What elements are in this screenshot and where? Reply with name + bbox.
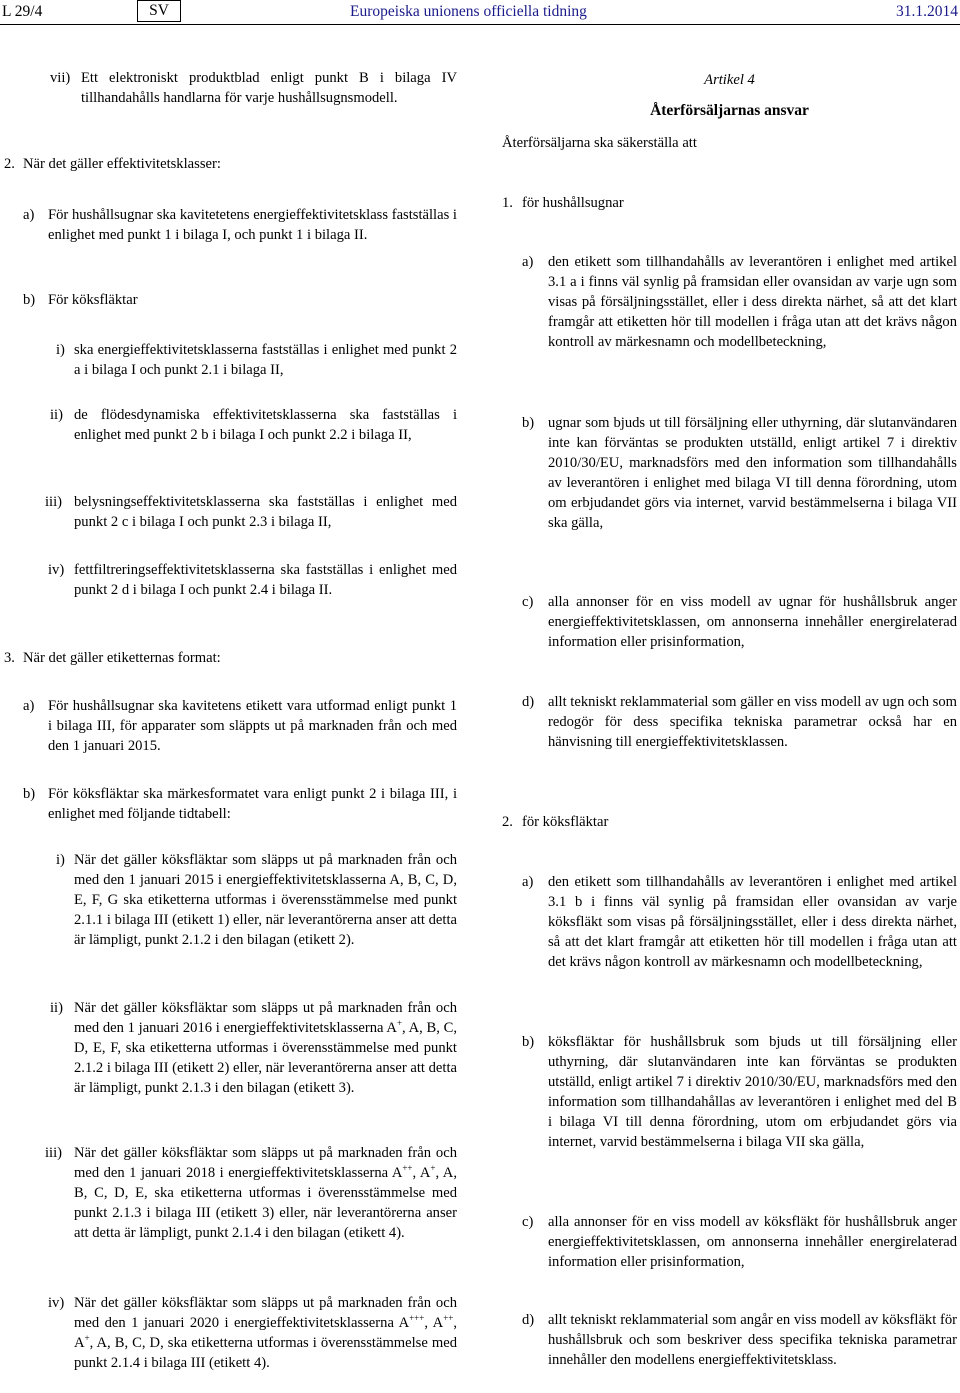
item-label: i) xyxy=(56,342,65,358)
item-2-heading: för köksfläktar xyxy=(522,814,609,830)
item-1a-text: den etikett som tillhandahålls av leverantören i enlighet med artikel 3.1 a i finns väl synlig på framsidan eller ovansidan av varje ugn som visas på försäljningsstället, eller i dess direkta närhet, så att det klart framgår att etiketten hör till modellen i fråga utan att det krävs någon kontroll av märkesnamn och modellbeteckning, xyxy=(548,254,957,350)
section-number: 2. xyxy=(502,814,513,830)
item-1c-text: alla annonser för en viss modell av ugnar för hushållsbruk anger energieffektivitetsklassen, om annonserna innehåller energirelaterad information eller prisinformation, xyxy=(548,594,957,650)
article-intro: Återförsäljarna ska säkerställa att xyxy=(502,135,697,151)
section-3b-text: För köksfläktar ska märkesformatet vara enligt punkt 2 i bilaga III, i enlighet med följande tidtabell: xyxy=(48,786,457,822)
item-label: vii) xyxy=(50,70,71,86)
section-3-heading: När det gäller etiketternas format: xyxy=(23,650,221,666)
item-2a-text: den etikett som tillhandahålls av leverantören i enlighet med artikel 3.1 b i finns väl synlig på framsidan eller ovansidan av varje köksfläkt som visas på försäljningsstället, eller i dess direkta närhet, så att det klart framgår att etiketten hör till modellen i fråga utan att det krävs någon kontroll av märkesnamn och modellbeteckning, xyxy=(548,874,957,970)
item-label: iii) xyxy=(45,494,63,510)
item-label: a) xyxy=(23,207,35,223)
section-3b-iv-text: När det gäller köksfläktar som släpps ut på marknaden från och med den 1 januari 2020 i energieffektivitetsklasserna A+++, A++, A+, A, B, C, D, ska etiketterna utformas i överensstämmelse med punkt 2.1.4 i bilaga III (etikett 4). xyxy=(74,1295,457,1371)
item-label: iii) xyxy=(45,1145,63,1161)
section-2b-iii-text: belysningseffektivitetsklasserna ska fastställas i enlighet med punkt 2 c i bilaga I och punkt 2.3 i bilaga II, xyxy=(74,494,457,530)
section-3b-iii-text: När det gäller köksfläktar som släpps ut på marknaden från och med den 1 januari 2018 i energieffektivitetsklasserna A++, A+, A, B, C, D, E, ska etiketterna utformas i överensstämmelse med punkt 2.1.3 i bilaga III (etikett 3) eller, när leverantörerna anser att detta är lämpligt, punkt 2.1.4 i den bilagan (etikett 4). xyxy=(74,1145,457,1241)
section-3b-i-text: När det gäller köksfläktar som släpps ut på marknaden från och med den 1 januari 2015 i energieffektivitetsklasserna A, B, C, D, E, F, G ska etiketterna utformas i överensstämmelse med punkt 2.1.1 i bilaga III (etikett 1) eller, när leverantörerna anser att detta är lämpligt, punkt 2.1.2 i den bilagan (etikett 2). xyxy=(74,852,457,948)
section-number: 1. xyxy=(502,195,513,211)
header-rule xyxy=(0,24,960,25)
article-title: Återförsäljarnas ansvar xyxy=(650,102,809,119)
item-label: a) xyxy=(522,254,534,270)
item-1-heading: för hushållsugnar xyxy=(522,195,624,211)
item-label: c) xyxy=(522,594,534,610)
article-number: Artikel 4 xyxy=(704,72,755,88)
item-label: b) xyxy=(23,786,36,802)
item-2c-text: alla annonser för en viss modell av köksfläkt för hushållsbruk anger energieffektivitetsklassen, om annonserna innehåller energirelaterad information eller prisinformation, xyxy=(548,1214,957,1270)
item-label: i) xyxy=(56,852,65,868)
section-2b-ii-text: de flödesdynamiska effektivitetsklasserna ska fastställas i enlighet med punkt 2 b i bilaga I och punkt 2.2 i bilaga II, xyxy=(74,407,457,443)
item-label: a) xyxy=(522,874,534,890)
section-2b-iv-text: fettfiltreringseffektivitetsklasserna ska fastställas i enlighet med punkt 2 d i bilaga I och punkt 2.4 i bilaga II. xyxy=(74,562,457,598)
section-3b-ii-text: När det gäller köksfläktar som släpps ut på marknaden från och med den 1 januari 2016 i energieffektivitetsklasserna A+, A, B, C, D, E, F, ska etiketterna utformas i överensstämmelse med punkt 2.1.2 i bilaga III (etikett 2) eller, när leverantörerna anser att detta är lämpligt, punkt 2.1.3 i den bilagan (etikett 3). xyxy=(74,1000,457,1096)
item-label: d) xyxy=(522,694,535,710)
paragraph-vii: Ett elektroniskt produktblad enligt punkt B i bilaga IV tillhandahålls handlarna för varje hushållsugnsmodell. xyxy=(81,70,457,106)
publication-date: 31.1.2014 xyxy=(896,3,958,20)
page-reference: L 29/4 xyxy=(2,3,43,20)
item-label: ii) xyxy=(50,407,63,423)
section-number: 3. xyxy=(4,650,15,666)
language-code: SV xyxy=(137,0,181,22)
item-label: iv) xyxy=(48,1295,65,1311)
item-label: b) xyxy=(23,292,36,308)
item-label: d) xyxy=(522,1312,535,1328)
item-label: c) xyxy=(522,1214,534,1230)
journal-title: Europeiska unionens officiella tidning xyxy=(350,3,587,20)
item-label: b) xyxy=(522,1034,535,1050)
item-label: iv) xyxy=(48,562,65,578)
item-label: b) xyxy=(522,415,535,431)
section-number: 2. xyxy=(4,156,15,172)
item-2b-text: köksfläktar för hushållsbruk som bjuds ut till försäljning eller uthyrning, där slutanvändaren inte kan förväntas se produkten utställd, enligt artikel 7 i direktiv 2010/30/EU, marknadsförs med den information som tillhandahållas av leverantören i enlighet med del B i bilaga VI till denna förordning, utom om erbjudandet görs via internet, varvid bestämmelserna i bilaga VII ska gälla, xyxy=(548,1034,957,1150)
section-3a-text: För hushållsugnar ska kavitetens etikett vara utformad enligt punkt 1 i bilaga III, för apparater som släppts ut på marknaden från och med den 1 januari 2015. xyxy=(48,698,457,754)
section-2-heading: När det gäller effektivitetsklasser: xyxy=(23,156,221,172)
item-1b-text: ugnar som bjuds ut till försäljning eller uthyrning, där slutanvändaren inte kan förväntas se produkten utställd, enligt artikel 7 i direktiv 2010/30/EU, marknadsförs med den information som tillhandahålls av leverantören i enlighet med bilaga VI till denna förordning, utom om erbjudandet görs via internet, varvid bestämmelserna i bilaga VII ska gälla, xyxy=(548,415,957,531)
item-label: ii) xyxy=(50,1000,63,1016)
section-2a-text: För hushållsugnar ska kavitetetens energieffektivitetsklass fastställas i enlighet med punkt 1 i bilaga I, och punkt 1 i bilaga II. xyxy=(48,207,457,243)
item-label: a) xyxy=(23,698,35,714)
section-2b-i-text: ska energieffektivitetsklasserna fastställas i enlighet med punkt 2 a i bilaga I och punkt 2.1 i bilaga II, xyxy=(74,342,457,378)
item-1d-text: allt tekniskt reklammaterial som gäller en viss modell av ugn och som redogör för dess specifika tekniska parametrar också har en hänvisning till energieffektivitetsklassen. xyxy=(548,694,957,750)
section-2b-text: För köksfläktar xyxy=(48,292,138,308)
item-2d-text: allt tekniskt reklammaterial som angår en viss modell av köksfläkt för hushållsbruk och som beskriver dess specifika tekniska parametrar innehåller den modellens energieffektivitetsklass. xyxy=(548,1312,957,1368)
